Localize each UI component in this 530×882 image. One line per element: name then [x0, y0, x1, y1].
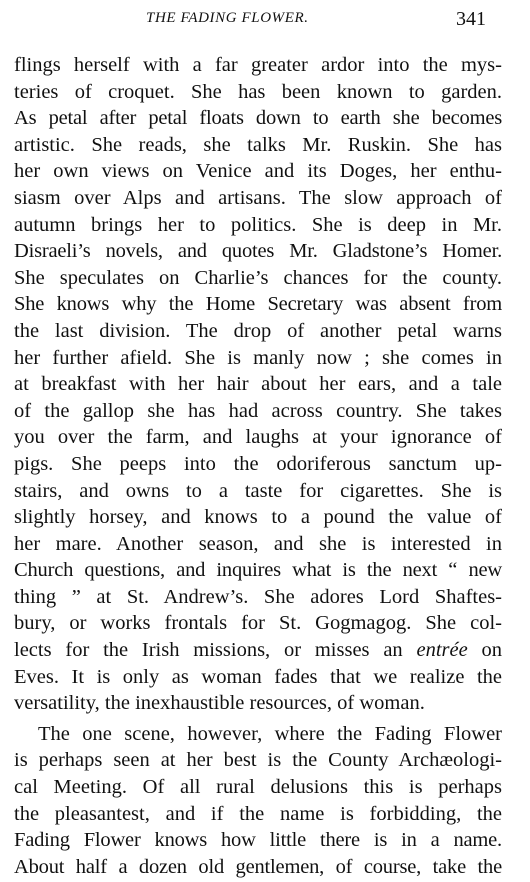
body-text	[14, 52, 502, 880]
italic-word: entrée	[416, 639, 468, 662]
text-line: the pleasantest, and if the name is forbidding, the	[14, 802, 502, 825]
text-line: stairs, and owns to a taste for cigarettes. She is	[14, 479, 502, 502]
text-line: teries of croquet. She has been known to garden.	[14, 80, 502, 103]
text-line: She knows why the Home Secretary was absent from	[14, 293, 502, 316]
text-line: About half a dozen old gentlemen, of course, take the	[14, 855, 502, 878]
text-line: of the gallop she has had across country. She takes	[14, 399, 502, 422]
text-line: her own views on Venice and its Doges, her enthu-	[14, 160, 502, 183]
text-line: Church questions, and inquires what is the next “ new	[14, 559, 502, 582]
text-line: flings herself with a far greater ardor into the mys-	[14, 54, 502, 76]
text-line: She speculates on Charlie’s chances for the county.	[14, 266, 502, 289]
text-line: the last division. The drop of another petal warns	[14, 319, 502, 342]
text-line: slightly horsey, and knows to a pound the value of	[14, 506, 502, 529]
text-line: thing ” at St. Andrew’s. She adores Lord Shaftes-	[14, 585, 502, 608]
page-header	[0, 6, 530, 34]
text-line: lects for the Irish missions, or misses an entrée on	[14, 639, 502, 662]
text-line: her mare. Another season, and she is interested in	[14, 532, 502, 555]
text-line: Disraeli’s novels, and quotes Mr. Gladstone’s Homer.	[14, 240, 502, 263]
text-line: The one scene, however, where the Fading Flower	[38, 722, 502, 745]
text-line: Eves. It is only as woman fades that we realize the	[14, 665, 502, 688]
text-line: you over the farm, and laughs at your ignorance of	[14, 426, 502, 449]
text-line: autumn brings her to politics. She is deep in Mr.	[14, 213, 502, 236]
text-line: bury, or works frontals for St. Gogmagog. She col-	[14, 612, 502, 635]
text-line: versatility, the inexhaustible resources, of woman.	[14, 692, 425, 715]
text-line: siasm over Alps and artisans. The slow approach of	[14, 186, 502, 209]
text-line: artistic. She reads, she talks Mr. Ruskin. She has	[14, 133, 502, 156]
text-line: cal Meeting. Of all rural delusions this is perhaps	[14, 776, 502, 799]
text-line: Fading Flower knows how little there is in a name.	[14, 829, 502, 852]
text-line: her further afield. She is manly now ; she comes in	[14, 346, 502, 369]
text-line: As petal after petal floats down to earth she becomes	[14, 107, 502, 130]
text-line: at breakfast with her hair about her ears, and a tale	[14, 373, 502, 396]
text-line: pigs. She peeps into the odoriferous sanctum up-	[14, 452, 502, 475]
page-number: 341	[456, 8, 486, 30]
running-title: THE FADING FLOWER.	[146, 10, 309, 26]
text-line: is perhaps seen at her best is the County Archæologi-	[14, 749, 502, 772]
